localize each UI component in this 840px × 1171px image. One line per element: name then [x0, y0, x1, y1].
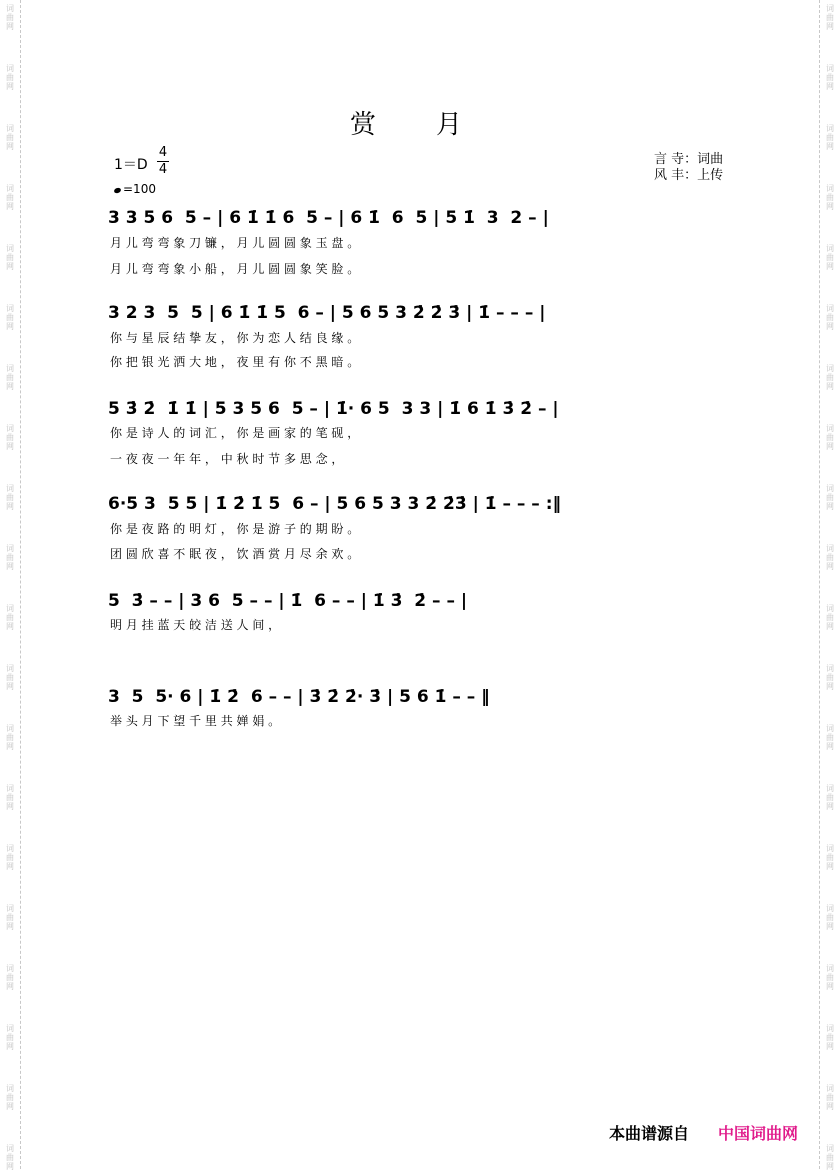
notation-line: [0, 203, 840, 231]
time-signature-top: 4: [158, 145, 168, 160]
watermark-text: 词 曲 网: [6, 244, 14, 271]
notation-line: [0, 489, 840, 517]
lyric-text: 你 把 银 光 洒 大 地 ， 夜 里 有 你 不 黑 暗 。: [110, 355, 360, 369]
watermark-text: 词 曲 网: [826, 1024, 834, 1051]
watermark-text: 词 曲 网: [6, 4, 14, 31]
watermark-text: 词 曲 网: [826, 964, 834, 991]
watermark-text: 词 曲 网: [826, 424, 834, 451]
watermark-text: 词 曲 网: [6, 184, 14, 211]
lyric-text: 举 头 月 下 望 千 里 共 婵 娟 。: [110, 714, 281, 728]
watermark-text: 词 曲 网: [6, 304, 14, 331]
watermark-text: 词 曲 网: [826, 784, 834, 811]
watermark-text: 词 曲 网: [6, 544, 14, 571]
tempo-value: =100: [123, 182, 156, 196]
watermark-text: 词 曲 网: [826, 844, 834, 871]
lyric-text: 你 与 星 辰 结 挚 友 ， 你 为 恋 人 结 良 缘 。: [110, 331, 360, 345]
watermark-text: 词 曲 网: [6, 1144, 14, 1171]
lyric-text: 月 儿 弯 弯 象 刀 镰 ， 月 儿 圆 圆 象 玉 盘 。: [110, 236, 360, 250]
notation-text: 5 3̇ – – | 3 6 5 – – | 1̇ 6 – – | 1̇ 3̇ 2̇ – – |: [108, 591, 468, 611]
watermark-text: 词 曲 网: [6, 604, 14, 631]
lyric-text: 一 夜 夜 一 年 年 ， 中 秋 时 节 多 思 念 ，: [110, 452, 344, 466]
watermark-text: 词 曲 网: [826, 484, 834, 511]
lyric-text: 团 圆 欣 喜 不 眠 夜 ， 饮 酒 赏 月 尽 余 欢 。: [110, 547, 360, 561]
watermark-text: 词 曲 网: [826, 544, 834, 571]
time-signature-bottom: 4: [158, 162, 168, 177]
watermark-text: 词 曲 网: [826, 364, 834, 391]
watermark-text: 词 曲 网: [826, 724, 834, 751]
watermark-text: 词 曲 网: [826, 124, 834, 151]
notation-text: 6·5 3 5 5 | 1̇ 2̇ 1̇ 5 6 – | 5 6 5 3 3 2̇ 2̇3̇ | 1̇ – – – :‖: [108, 494, 562, 514]
lyric-text: 你 是 夜 路 的 明 灯 ， 你 是 游 子 的 期 盼 。: [110, 522, 360, 536]
footer-source-label: 本曲谱源自: [609, 1124, 690, 1143]
lyric-text: 月 儿 弯 弯 象 小 船 ， 月 儿 圆 圆 象 笑 脸 。: [110, 262, 360, 276]
watermark-text: 词 曲 网: [826, 664, 834, 691]
watermark-text: 词 曲 网: [6, 364, 14, 391]
watermark-text: 词 曲 网: [6, 964, 14, 991]
watermark-text: 词 曲 网: [826, 64, 834, 91]
watermark-text: 词 曲 网: [6, 1024, 14, 1051]
lyric-text: 你 是 诗 人 的 词 汇 ， 你 是 画 家 的 笔 砚 ，: [110, 426, 360, 440]
notation-text: 3 2 3 5 5 | 6 1̇ 1̇ 5 6 – | 5 6 5 3 2̇ 2̇ 3̇ | 1̇ – – – |: [108, 303, 546, 323]
watermark-text: 词 曲 网: [6, 784, 14, 811]
footer-site-name[interactable]: 中国词曲网: [718, 1124, 799, 1143]
notation-line: [0, 394, 840, 422]
notation-text: 3 3 5 6 5 – | 6 1̇ 1̇ 6 5 – | 6 1̇ 6 5 | 5 1̇ 3 2 – |: [108, 208, 549, 228]
notation-line: [0, 682, 840, 710]
watermark-text: 词 曲 网: [826, 904, 834, 931]
watermark-text: 词 曲 网: [826, 1084, 834, 1111]
credit-uploader: 风 丰：上传: [654, 168, 724, 183]
watermark-text: 词 曲 网: [6, 844, 14, 871]
watermark-text: 词 曲 网: [6, 424, 14, 451]
watermark-text: 词 曲 网: [826, 184, 834, 211]
watermark-text: 词 曲 网: [6, 124, 14, 151]
watermark-text: 词 曲 网: [826, 304, 834, 331]
watermark-text: 词 曲 网: [6, 904, 14, 931]
watermark-text: 词 曲 网: [826, 1144, 834, 1171]
watermark-text: 词 曲 网: [826, 244, 834, 271]
title-char-1: 赏: [350, 110, 379, 140]
notation-line: [0, 298, 840, 326]
notation-text: 3 5 5· 6 | 1̇ 2̇ 6 – – | 3̇ 2̇ 2̇· 3̇ | 5 6 1̇ – – ‖: [108, 687, 490, 707]
watermark-text: 词 曲 网: [6, 664, 14, 691]
lyric-text: 明 月 挂 蓝 天 皎 洁 送 人 间 ，: [110, 618, 281, 632]
credit-lyricist: 言 寺：词曲: [654, 152, 724, 167]
watermark-text: 词 曲 网: [6, 484, 14, 511]
watermark-text: 词 曲 网: [6, 1084, 14, 1111]
watermark-text: 词 曲 网: [6, 64, 14, 91]
title-char-2: 月: [436, 110, 465, 140]
key-signature: 1＝D: [114, 157, 148, 173]
watermark-text: 词 曲 网: [6, 724, 14, 751]
watermark-text: 词 曲 网: [826, 604, 834, 631]
notation-text: 5 3̇ 2̇ 1̇ 1̇ | 5 3 5 6 5 – | 1̇· 6 5 3 3 | 1̇ 6 1̇ 3̇ 2̇ – |: [108, 399, 559, 419]
notation-line: [0, 586, 840, 614]
watermark-text: 词 曲 网: [826, 4, 834, 31]
